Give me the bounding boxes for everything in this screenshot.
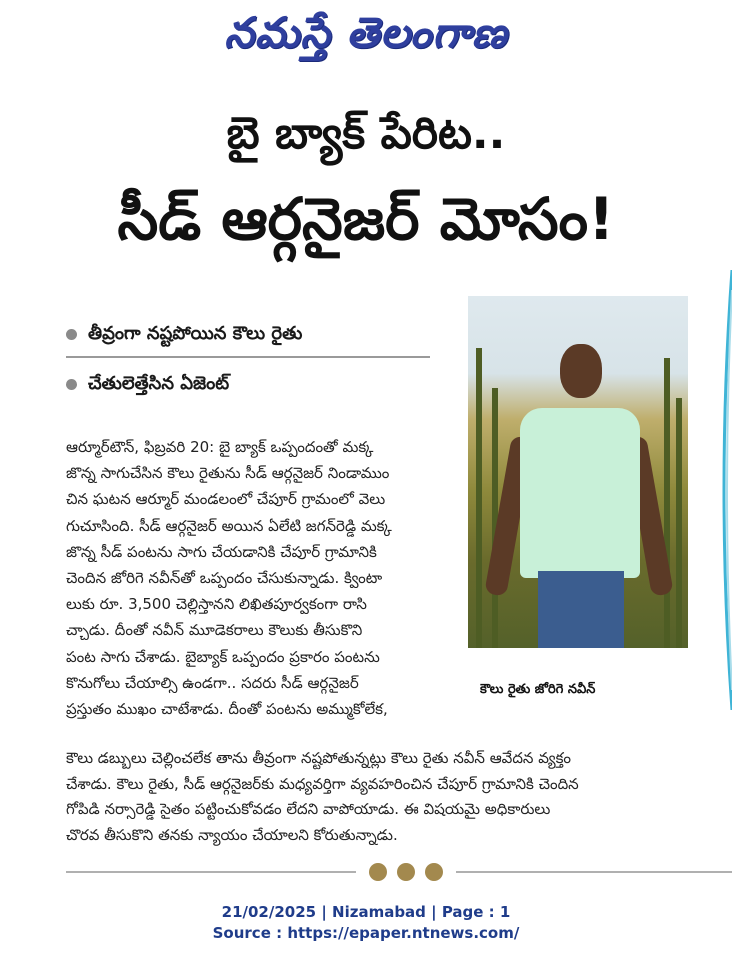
bullet-dot-icon <box>66 379 77 390</box>
ornament-dot-icon <box>369 863 387 881</box>
farmer-photo <box>468 296 688 648</box>
decorative-page-curve <box>714 270 732 710</box>
article-body-column <box>66 434 470 722</box>
divider <box>66 356 430 358</box>
divider <box>456 871 732 873</box>
article-line: చిన ఘటన ఆర్మూర్ మండలంలో చేపూర్ గ్రామంలో వెలు <box>66 490 386 509</box>
article-line: గోపిడి నర్సారెడ్డి సైతం పట్టించుకోవడం లేదని వాపోయాడు. ఈ విషయమై అధికారులు <box>66 800 551 818</box>
headline-line-1: బై బ్యాక్ పేరిట.. <box>226 108 506 159</box>
article-line: చ్చాడు. దీంతో నవీన్ మూడెకరాలు కౌలుకు తీసుకొని <box>66 621 363 640</box>
article-line: పంట సాగు చేశాడు. బైబ్యాక్ ఒప్పందం ప్రకారం పంటను <box>66 647 380 666</box>
article-line: గుచూసింది. సీడ్ ఆర్గనైజర్ అయిన ఏలేటి జగన్‌రెడ్డి మక్క <box>66 516 392 535</box>
article-line: చొరవ తీసుకొని తనకు న్యాయం చేయాలని కోరుతున్నాడు. <box>66 825 398 844</box>
photo-caption: కౌలు రైతు జోరిగె నవీన్ <box>480 682 596 697</box>
end-ornament <box>0 860 732 884</box>
bullet-dot-icon <box>66 329 77 340</box>
article-line: జొన్న సాగుచేసిన కౌలు రైతును సీడ్ ఆర్గనైజర్ నిండాముం <box>66 464 390 483</box>
bullet-item <box>66 370 430 398</box>
footer-date-edition: 21/02/2025 | Nizamabad | Page : 1 <box>221 903 511 921</box>
article-body-wide <box>66 746 692 848</box>
article-line: కౌలు డబ్బులు చెల్లించలేక తాను తీవ్రంగా నష్టపోతున్నట్లు కౌలు రైతు నవీన్ ఆవేదన వ్యక్తం <box>66 749 572 767</box>
article-line: చెందిన జోరిగె నవీన్‌తో ఒప్పందం చేసుకున్నాడు. క్వింటా <box>66 569 383 588</box>
bullet-text: చేతులెత్తేసిన ఏజెంట్ <box>88 373 230 394</box>
footer-source: Source : https://epaper.ntnews.com/ <box>212 924 520 942</box>
footer <box>0 902 732 944</box>
ornament-dot-icon <box>397 863 415 881</box>
ornament-dot-icon <box>425 863 443 881</box>
bullet-item <box>66 320 430 348</box>
divider <box>66 871 356 873</box>
article-line: జొన్న సీడ్ పంటను సాగు చేయడానికి చేపూర్ గ్రామానికి <box>66 542 377 561</box>
headline-line-2: సీడ్ ఆర్గనైజర్ మోసం! <box>117 185 615 253</box>
article-line: లుకు రూ. 3,500 చెల్లిస్తానని లిఖితపూర్వకంగా రాసి <box>66 595 367 614</box>
article-line: కొనుగోలు చేయాల్సి ఉండగా.. సదరు సీడ్ ఆర్గనైజర్ <box>66 673 359 692</box>
article-line: ఆర్మూర్‌టౌన్, ఫిబ్రవరి 20: బై బ్యాక్ ఒప్పందంతో మక్క <box>66 438 374 456</box>
bullet-text: తీవ్రంగా నష్టపోయిన కౌలు రైతు <box>88 323 303 344</box>
article-line: చేశాడు. కౌలు రైతు, సీడ్ ఆర్గనైజర్‌కు మధ్యవర్తిగా వ్యవహరించిన చేపూర్ గ్రామానికి చెందిన <box>66 774 579 793</box>
newspaper-logo: నమస్తే తెలంగాణ <box>224 8 508 57</box>
masthead <box>0 0 732 70</box>
subheadline-bullets <box>66 320 430 398</box>
article-line: ప్రస్తుతం ముఖం చాటేశాడు. దీంతో పంటను అమ్ముకోలేక, <box>66 700 388 719</box>
